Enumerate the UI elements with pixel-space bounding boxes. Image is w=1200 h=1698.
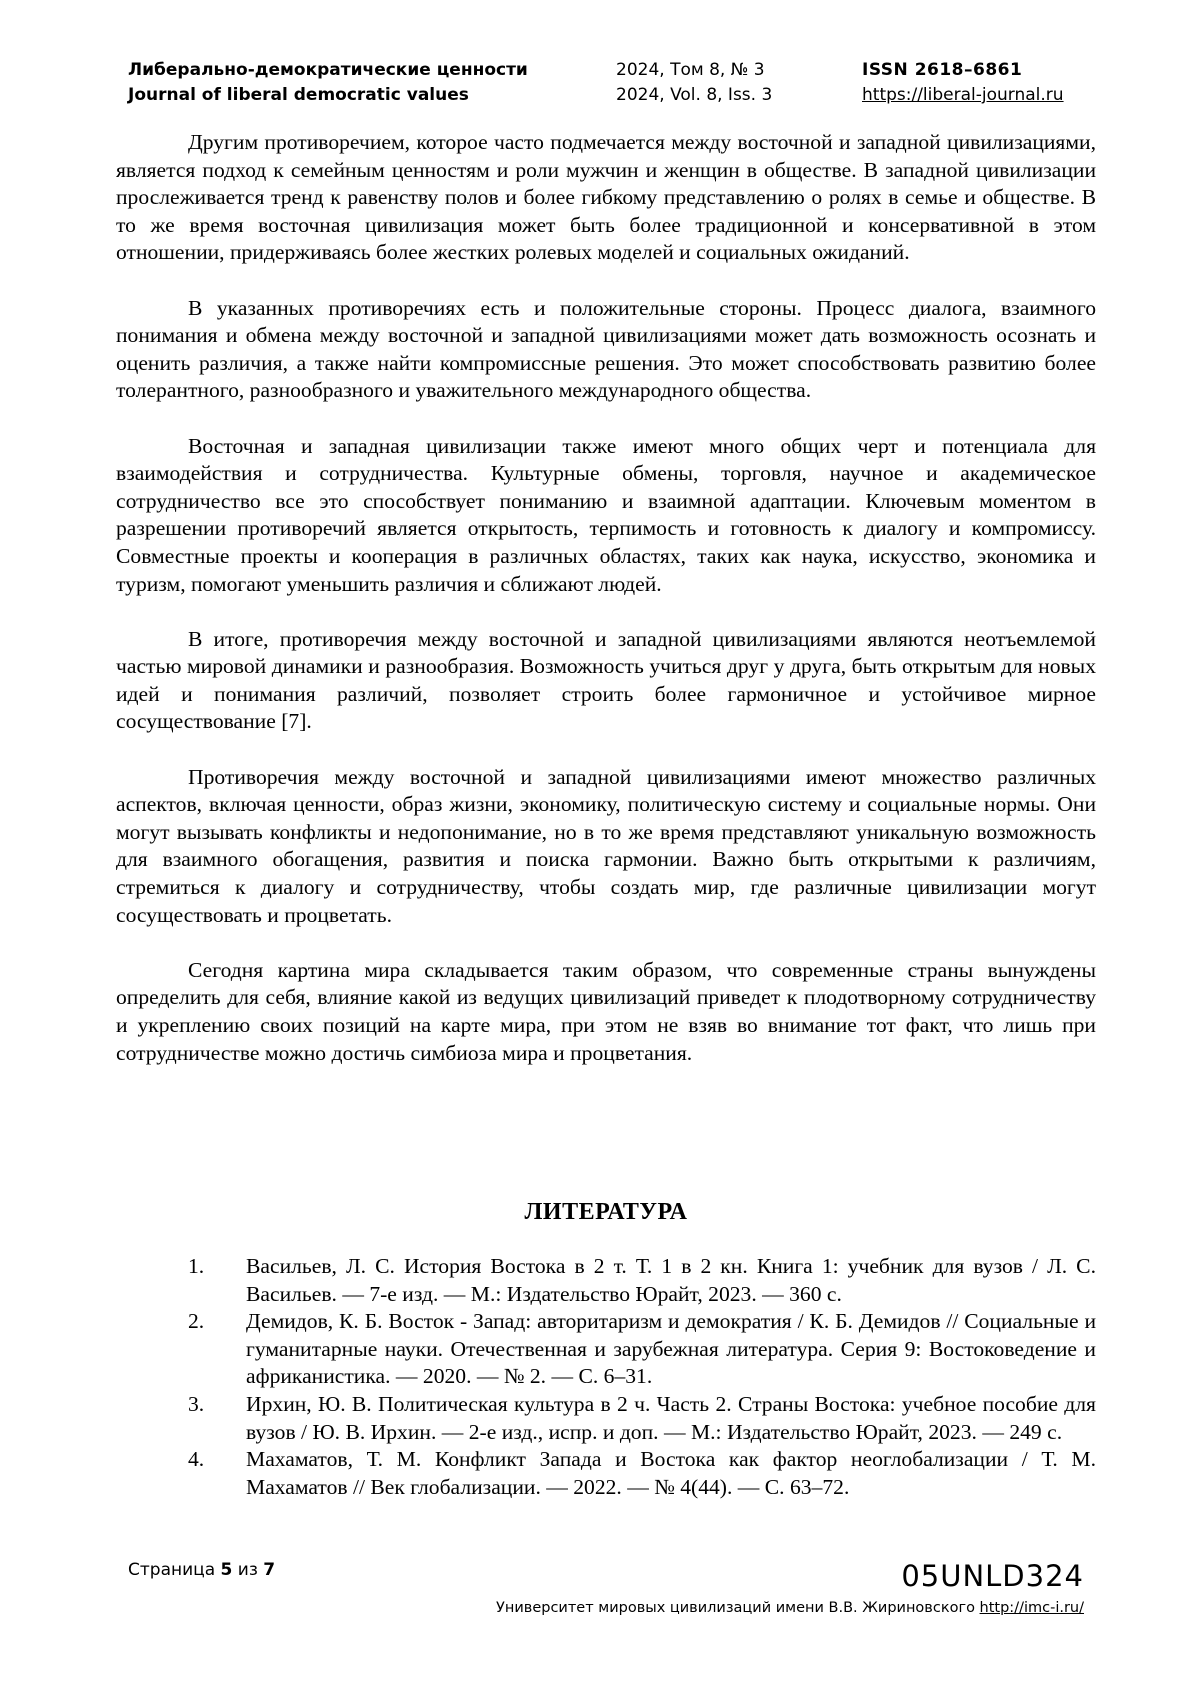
reference-item <box>116 1253 1096 1308</box>
issn-block <box>862 58 1064 108</box>
paragraph: В итоге, противоречия между восточной и западной цивилизациями являются неотъемлемой частью мировой динамики и разнообразия. Возможность учиться друг у друга, быть открытым для новых идей и понимания различий, позволяет строить более гармоничное и устойчивое мирное сосуществование [7]. <box>116 626 1096 734</box>
journal-title-en: Journal of liberal democratic values <box>128 85 469 105</box>
paragraph: Другим противоречием, которое часто подмечается между восточной и западной цивилизациями, является подход к семейным ценностям и роли мужчин и женщин в обществе. В западной цивилизации прослеживается тренд к равенству полов и более гибкому представлению о ролях в семье и обществе. В то же время восточная цивилизация может быть более традиционной и консервативной в этом отношении, придерживаясь более жестких ролевых моделей и социальных ожиданий. <box>116 130 1096 265</box>
university-url-link[interactable]: http://imc-i.ru/ <box>979 1600 1084 1616</box>
paragraph: Сегодня картина мира складывается таким образом, что современные страны вынуждены определить для себя, влияние какой из ведущих цивилизаций приведет к плодотворному сотрудничеству и укреплению своих позиций на карте мира, при этом не взяв во внимание тот факт, что лишь при сотрудничестве можно достичь симбиоза мира и процветания. <box>116 957 1096 1065</box>
volume-en: 2024, Vol. 8, Iss. 3 <box>616 85 773 105</box>
page-current: 5 <box>220 1560 233 1580</box>
page-counter <box>128 1560 275 1580</box>
issn-number: ISSN 2618–6861 <box>862 60 1023 80</box>
paragraph: Противоречия между восточной и западной цивилизациями имеют множество различных аспектов, включая ценности, образ жизни, экономику, политическую систему и социальные нормы. Они могут вызывать конфликты и недопонимание, но в то же время представляют уникальную возможность для взаимного обогащения, развития и поиска гармонии. Важно быть открытыми к различиям, стремиться к диалогу и сотрудничеству, чтобы создать мир, где различные цивилизации могут сосуществовать и процветать. <box>116 764 1096 927</box>
journal-title-block <box>128 58 528 108</box>
volume-ru: 2024, Том 8, № 3 <box>616 60 765 80</box>
reference-number: 1. <box>188 1254 205 1278</box>
reference-item <box>116 1308 1096 1391</box>
reference-number: 2. <box>188 1309 205 1334</box>
page-total: 7 <box>263 1560 276 1580</box>
journal-url-link[interactable]: https://liberal-journal.ru <box>862 85 1064 105</box>
reference-list <box>116 1253 1096 1501</box>
journal-title-ru: Либерально-демократические ценности <box>128 60 528 80</box>
paragraph: В указанных противоречиях есть и положительные стороны. Процесс диалога, взаимного понимания и обмена между восточной и западной цивилизациями может дать возможность осознать и оценить различия, а также найти компромиссные решения. Это может способствовать развитию более толерантного, разнообразного и уважительного международного общества. <box>116 295 1096 403</box>
reference-text: Ирхин, Ю. В. Политическая культура в 2 ч. Часть 2. Страны Востока: учебное пособие для вузов / Ю. В. Ирхин. — 2-е изд., испр. и доп. — М.: Издательство Юрайт, 2023. — 249 с. <box>246 1391 1096 1444</box>
university-name: Университет мировых цивилизаций имени В.В. Жириновского <box>496 1600 980 1616</box>
page-mid: из <box>232 1560 264 1580</box>
page-header <box>128 58 1096 108</box>
reference-text: Махаматов, Т. М. Конфликт Запада и Востока как фактор неоглобализации / Т. М. Махаматов // Век глобализации. — 2022. — № 4(44). — С. 63–72. <box>246 1447 1096 1499</box>
literature-heading: ЛИТЕРАТУРА <box>524 1199 688 1225</box>
reference-text: Демидов, К. Б. Восток - Запад: авторитаризм и демократия / К. Б. Демидов // Социальные и гуманитарные науки. Отечественная и зарубежная литература. Серия 9: Востоковедение и африканистика. — 2020. — № 2. — С. 6–31. <box>246 1309 1096 1389</box>
page-prefix: Страница <box>128 1560 221 1580</box>
volume-block <box>616 58 772 108</box>
reference-text: Васильев, Л. С. История Востока в 2 т. Т. 1 в 2 кн. Книга 1: учебник для вузов / Л. С. Васильев. — 7-е изд. — М.: Издательство Юрайт, 2023. — 360 с. <box>246 1254 1096 1306</box>
reference-item <box>116 1446 1096 1501</box>
university-line <box>496 1600 1084 1616</box>
article-code: 05UNLD324 <box>901 1559 1084 1593</box>
reference-number: 3. <box>188 1391 205 1416</box>
reference-item <box>116 1391 1096 1446</box>
article-body <box>116 129 1096 1095</box>
reference-number: 4. <box>188 1447 205 1472</box>
paragraph: Восточная и западная цивилизации также имеют много общих черт и потенциала для взаимодействия и сотрудничества. Культурные обмены, торговля, научное и академическое сотрудничество все это способствует пониманию и взаимной адаптации. Ключевым моментом в разрешении противоречий является открытость, терпимость и готовность к диалогу и компромиссу. Совместные проекты и кооперация в различных областях, таких как наука, искусство, экономика и туризм, помогают уменьшить различия и сближают людей. <box>116 433 1096 596</box>
